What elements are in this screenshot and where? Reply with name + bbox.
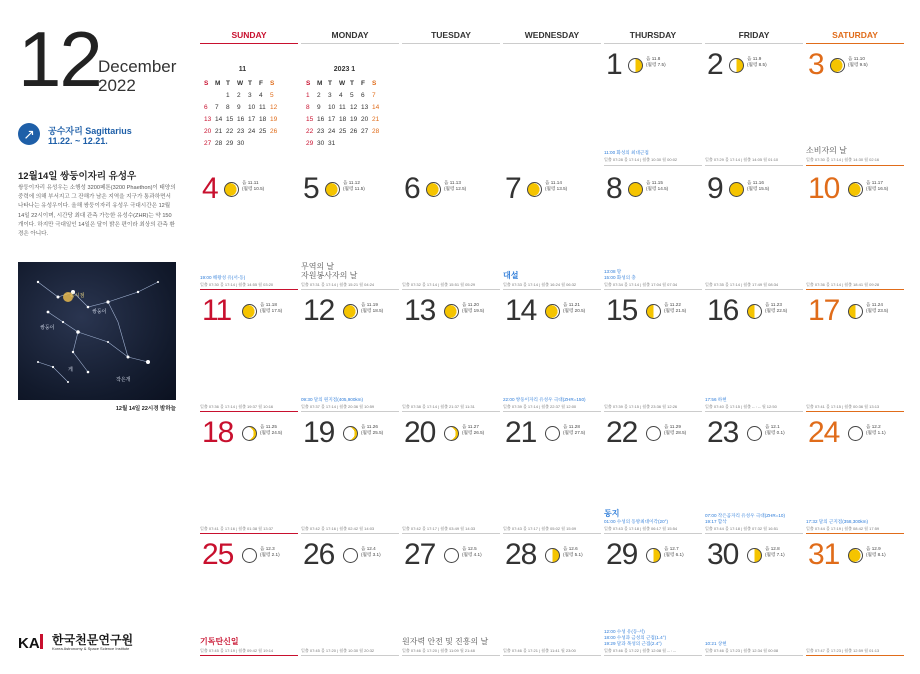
mini-day: 26: [270, 127, 278, 135]
moon-phase-icon: [343, 304, 358, 319]
mini-calendar-title: 11: [238, 66, 247, 73]
mini-day: 2: [237, 91, 241, 99]
cell-divider: [301, 533, 399, 534]
lunar-date: 음 12.3 (월령 2.1): [260, 546, 280, 557]
weekday-header-saturday: SATURDAY: [832, 30, 878, 40]
logo-name-en: Korea Astronomy & Space Science Institute: [52, 646, 130, 651]
mini-day: 5: [350, 91, 354, 99]
header-divider: [503, 43, 601, 44]
sky-label: 목시점: [70, 293, 85, 299]
moon-phase-icon: [848, 182, 863, 197]
sun-moon-times: 일출 07:30 몰 17:14 | 월출 14:55 월 03:20: [200, 282, 274, 287]
mini-day: 24: [248, 127, 256, 135]
astronomy-event: 12:00 수성 유(동-서): [604, 629, 645, 634]
mini-day: 19: [350, 115, 358, 123]
mini-day: 11: [259, 103, 266, 111]
mini-day: 25: [259, 127, 267, 135]
date-number: 6: [404, 172, 420, 205]
mini-day: 1: [306, 91, 310, 99]
cell-divider: [705, 655, 803, 656]
mini-dow: S: [306, 79, 311, 87]
cell-divider: [402, 289, 500, 290]
lunar-date: 음 11.10 (월령 9.5): [848, 56, 868, 67]
sun-moon-times: 일출 07:46 몰 17:23 | 월출 12:34 월 00:08: [705, 648, 779, 653]
mini-day: 15: [306, 115, 314, 123]
sun-moon-times: 일출 07:43 몰 17:17 | 월출 05:02 월 15:09: [503, 526, 577, 531]
mini-day: 22: [226, 127, 234, 135]
moon-phase-icon: [729, 58, 744, 73]
cell-divider: [301, 655, 399, 656]
header-divider: [301, 43, 399, 44]
mini-dow: M: [215, 79, 221, 87]
mini-day: 8: [306, 103, 310, 111]
astronomy-event: 19:29 달과 목성의 근접(2.4°): [604, 641, 662, 646]
date-number: 3: [808, 48, 824, 81]
date-number: 14: [505, 294, 537, 327]
zodiac-name: 공수자리 Sagittarius: [48, 126, 132, 136]
lunar-date: 음 11.15 (월령 14.5): [646, 180, 669, 191]
moon-phase-icon: [343, 426, 358, 441]
mini-day: 7: [215, 103, 219, 111]
date-number: 22: [606, 416, 638, 449]
cell-divider: [200, 289, 298, 290]
weekday-header-sunday: SUNDAY: [231, 30, 267, 40]
mini-dow: F: [259, 79, 263, 87]
lunar-date: 음 11.16 (월령 15.5): [747, 180, 770, 191]
sun-moon-times: 일출 07:41 몰 17:16 | 월출 01:38 월 13:37: [200, 526, 274, 531]
mini-day: [259, 137, 270, 149]
moon-phase-icon: [646, 426, 661, 441]
lunar-date: 음 11.29 (월령 28.5): [664, 424, 687, 435]
astronomy-event: 18:00 수성과 금성의 근접(1.4°): [604, 635, 667, 640]
mini-day: 21: [372, 115, 380, 123]
date-number: 27: [404, 538, 436, 571]
moon-phase-icon: [848, 304, 863, 319]
moon-phase-icon: [444, 548, 459, 563]
lunar-date: 음 11.25 (월령 24.5): [260, 424, 283, 435]
sun-moon-times: 일출 07:41 몰 17:15 | 월출 00:36 월 13:13: [806, 404, 880, 409]
lunar-date: 음 11.12 (월령 11.5): [343, 180, 365, 191]
cell-divider: [503, 411, 601, 412]
holiday-label: 기독탄신일: [200, 637, 239, 646]
sun-moon-times: 일출 07:40 몰 17:15 | 월출 -- : -- 월 12:50: [705, 404, 777, 409]
astronomy-event: 11:00 화성의 최대근접: [604, 150, 649, 155]
cell-divider: [604, 411, 702, 412]
lunar-date: 음 12.9 (월령 8.1): [866, 546, 886, 557]
mini-day: [372, 137, 383, 149]
mini-day: 3: [328, 91, 332, 99]
svg-text:KA: KA: [18, 635, 40, 652]
month-number: 12: [18, 15, 101, 103]
moon-phase-icon: [444, 426, 459, 441]
date-number: 10: [808, 172, 840, 205]
mini-day: 29: [226, 139, 234, 147]
header-divider: [604, 43, 702, 44]
mini-day: 9: [317, 103, 321, 111]
date-number: 2: [707, 48, 723, 81]
moon-phase-icon: [545, 548, 560, 563]
sun-moon-times: 일출 07:35 몰 17:14 | 월출 17:49 월 08:34: [705, 282, 779, 287]
cell-divider: [402, 533, 500, 534]
header-divider: [806, 43, 904, 44]
mini-calendar-november: [204, 66, 281, 149]
mini-day: 14: [372, 103, 380, 111]
mini-day: 14: [215, 115, 223, 123]
mini-day: [350, 137, 361, 149]
mini-day: 25: [339, 127, 347, 135]
mini-day: [248, 137, 259, 149]
cell-divider: [705, 165, 803, 166]
lunar-date: 음 11.13 (월령 12.5): [444, 180, 467, 191]
moon-phase-icon: [848, 548, 863, 563]
cell-divider: [402, 411, 500, 412]
date-number: 9: [707, 172, 723, 205]
mini-day: 27: [361, 127, 369, 135]
mini-day: [215, 89, 226, 101]
date-number: 15: [606, 294, 638, 327]
lunar-date: 음 11.18 (월령 17.5): [260, 302, 283, 313]
mini-day: 27: [204, 139, 212, 147]
moon-phase-icon: [444, 304, 459, 319]
sun-moon-times: 일출 07:45 몰 17:19 | 월출 09:42 월 19:14: [200, 648, 274, 653]
date-number: 16: [707, 294, 739, 327]
sun-moon-times: 일출 07:46 몰 17:21 | 월출 11:41 월 23:00: [503, 648, 576, 653]
astronomy-event: 17:32 달의 근지점(358,300km): [806, 519, 869, 524]
sun-moon-times: 일출 07:44 몰 17:18 | 월출 07:32 월 16:51: [705, 526, 779, 531]
cell-divider: [503, 289, 601, 290]
lunar-date: 음 11.28 (월령 27.5): [563, 424, 586, 435]
date-number: 28: [505, 538, 537, 571]
sun-moon-times: 일출 07:42 몰 17:16 | 월출 02:42 월 14:03: [301, 526, 375, 531]
logo-name-ko: 한국천문연구원: [52, 633, 134, 647]
sagittarius-icon: ↗: [18, 123, 40, 145]
sun-moon-times: 일출 07:32 몰 17:14 | 월출 15:51 월 05:29: [402, 282, 476, 287]
date-number: 7: [505, 172, 521, 205]
date-number: 26: [303, 538, 335, 571]
cell-divider: [806, 165, 904, 166]
month-name: December: [98, 57, 177, 76]
moon-phase-icon: [343, 548, 358, 563]
moon-phase-icon: [325, 182, 340, 197]
mini-day: 4: [259, 91, 263, 99]
mini-day: 13: [361, 103, 369, 111]
astronomy-event: 01:00 수성의 동방최대이각(20°): [604, 519, 668, 524]
sun-moon-times: 일출 07:30 몰 17:14 | 월출 14:30 월 02:16: [806, 157, 880, 162]
astronomy-event: 19:00 해왕성 유(서-동): [200, 275, 246, 280]
solar-term-label: 동지: [604, 509, 620, 518]
astronomy-event: 15:00 화성의 충: [604, 275, 636, 280]
mini-day: 15: [226, 115, 234, 123]
moon-phase-icon: [747, 426, 762, 441]
sun-moon-times: 일출 07:36 몰 17:14 | 월출 19:37 월 10:16: [200, 404, 274, 409]
sun-moon-times: 일출 07:33 몰 17:14 | 월출 16:24 월 06:32: [503, 282, 577, 287]
mini-day: 6: [361, 91, 365, 99]
mini-day: 26: [350, 127, 358, 135]
cell-divider: [503, 655, 601, 656]
date-number: 25: [202, 538, 234, 571]
date-number: 24: [808, 416, 840, 449]
night-sky-image: [18, 262, 176, 400]
article-body: 쌍둥이자리 유성우는 소행성 3200페톤(3200 Phaethon)이 태양의 중력에 의해 부서지고 그 잔해가 남은 지역을 지구가 통과하면서 나타나는 유성우이다. 올해 쌍둥이자리 유성우 극대시간은 12월 14일 22시이며, 시간당 최대 관측 가능한 유성수(ZHR)는 약 150개이다. 하지만 극대일인 14일은 달이 밝은 편이라 최상의 관측 환경은 아니다.: [18, 185, 176, 238]
header-divider: [705, 43, 803, 44]
date-number: 18: [202, 416, 234, 449]
sun-moon-times: 일출 07:47 몰 17:23 | 월출 12:59 월 01:13: [806, 648, 880, 653]
sun-moon-times: 일출 07:46 몰 17:22 | 월출 12:08 월 -- : --: [604, 648, 676, 653]
moon-phase-icon: [729, 182, 744, 197]
astronomy-event: 19:17 합삭: [705, 519, 727, 524]
holiday-label: 원자력 안전 및 진흥의 날: [402, 637, 489, 646]
mini-dow: T: [226, 79, 230, 87]
lunar-date: 음 11.19 (월령 18.5): [361, 302, 384, 313]
lunar-date: 음 12.1 (월령 0.1): [765, 424, 785, 435]
lunar-date: 음 11.9 (월령 8.5): [747, 56, 767, 67]
date-number: 19: [303, 416, 335, 449]
mini-day: 30: [237, 139, 245, 147]
header-divider: [402, 43, 500, 44]
moon-phase-icon: [224, 182, 239, 197]
sun-moon-times: 일출 07:34 몰 17:14 | 월출 17:04 월 07:34: [604, 282, 678, 287]
sun-moon-times: 일출 07:39 몰 17:14 | 월출 22:37 월 12:00: [503, 404, 577, 409]
mini-dow: T: [350, 79, 354, 87]
astronomy-event: 10:21 상현: [705, 641, 727, 646]
sun-moon-times: 일출 07:44 몰 17:19 | 월출 08:42 월 17:59: [806, 526, 880, 531]
date-number: 5: [303, 172, 319, 205]
lunar-date: 음 11.26 (월령 25.5): [361, 424, 384, 435]
mini-day: 24: [328, 127, 336, 135]
date-number: 1: [606, 48, 622, 81]
constellation-chart: [18, 262, 176, 400]
holiday-label: 소비자의 날: [806, 146, 847, 155]
mini-day: 29: [306, 139, 314, 147]
mini-day: 12: [350, 103, 358, 111]
moon-phase-icon: [628, 58, 643, 73]
mini-day: 23: [317, 127, 325, 135]
kasi-logo: [18, 631, 48, 658]
lunar-date: 음 11.11 (월령 10.5): [242, 180, 265, 191]
mini-day: 10: [328, 103, 336, 111]
mini-day: [339, 137, 350, 149]
sun-moon-times: 일출 07:39 몰 17:15 | 월출 23:36 월 12:26: [604, 404, 678, 409]
mini-day: 7: [372, 91, 376, 99]
sun-moon-times: 일출 07:42 몰 17:17 | 월출 03:49 월 14:33: [402, 526, 476, 531]
mini-calendar-title: 2023 1: [333, 66, 356, 73]
cell-divider: [806, 289, 904, 290]
lunar-date: 음 12.2 (월령 1.1): [866, 424, 886, 435]
moon-phase-icon: [545, 304, 560, 319]
date-number: 12: [303, 294, 335, 327]
mini-dow: S: [372, 79, 377, 87]
date-number: 29: [606, 538, 638, 571]
astronomy-event: 17:56 하현: [705, 397, 727, 402]
cell-divider: [301, 411, 399, 412]
header-divider: [200, 43, 298, 44]
date-number: 11: [202, 294, 232, 327]
cell-divider: [806, 533, 904, 534]
weekday-header-friday: FRIDAY: [738, 30, 770, 40]
date-number: 8: [606, 172, 622, 205]
date-number: 4: [202, 172, 218, 205]
lunar-date: 음 11.8 (월령 7.5): [646, 56, 666, 67]
sun-moon-times: 일출 07:28 몰 17:14 | 월출 10:30 월 00:02: [604, 157, 678, 162]
lunar-date: 음 11.17 (월령 16.5): [866, 180, 889, 191]
mini-day: [270, 137, 281, 149]
moon-phase-icon: [426, 182, 441, 197]
date-number: 21: [505, 416, 537, 449]
lunar-date: 음 11.24 (월령 23.5): [866, 302, 889, 313]
astronomy-event: 22:00 쌍둥이자리 유성우 극대(ZHR=150): [503, 397, 586, 402]
cell-divider: [402, 655, 500, 656]
weekday-header-wednesday: WEDNESDAY: [524, 30, 580, 40]
date-number: 13: [404, 294, 436, 327]
lunar-date: 음 12.8 (월령 7.1): [765, 546, 785, 557]
mini-day: 21: [215, 127, 223, 135]
moon-phase-icon: [646, 304, 661, 319]
lunar-date: 음 11.21 (월령 20.5): [563, 302, 586, 313]
mini-dow: F: [361, 79, 365, 87]
lunar-date: 음 12.4 (월령 3.1): [361, 546, 381, 557]
cell-divider: [705, 411, 803, 412]
moon-phase-icon: [747, 304, 762, 319]
mini-day: 9: [237, 103, 241, 111]
astronomy-event: 07:00 작은곰자리 유성우 극대(ZHR=10): [705, 513, 785, 518]
holiday-label: 무역의 날 자원봉사자의 날: [301, 262, 358, 280]
article-title: 12월14일 쌍둥이자리 유성우: [18, 171, 137, 182]
sun-moon-times: 일출 07:45 몰 17:20 | 월출 10:30 월 20:32: [301, 648, 375, 653]
mini-day: 11: [339, 103, 346, 111]
astronomy-event: 13:08 망: [604, 269, 622, 274]
mini-day: 3: [248, 91, 252, 99]
sky-caption: 12월 14일 22시경 밤하늘: [115, 406, 176, 412]
mini-day: [361, 137, 372, 149]
cell-divider: [806, 655, 904, 656]
cell-divider: [200, 655, 298, 656]
mini-day: 2: [317, 91, 321, 99]
date-number: 20: [404, 416, 436, 449]
mini-day: 22: [306, 127, 314, 135]
mini-day: 19: [270, 115, 278, 123]
lunar-date: 음 11.23 (월령 22.5): [765, 302, 788, 313]
mini-dow: T: [248, 79, 252, 87]
mini-dow: W: [339, 79, 346, 87]
cell-divider: [200, 411, 298, 412]
date-number: 17: [808, 294, 840, 327]
mini-dow: W: [237, 79, 244, 87]
moon-phase-icon: [646, 548, 661, 563]
mini-day: 12: [270, 103, 278, 111]
moon-phase-icon: [242, 548, 257, 563]
mini-day: 16: [237, 115, 245, 123]
mini-day: 10: [248, 103, 256, 111]
mini-day: 8: [226, 103, 230, 111]
mini-dow: S: [204, 79, 209, 87]
weekday-header-monday: MONDAY: [331, 30, 369, 40]
mini-day: 6: [204, 103, 208, 111]
cell-divider: [503, 533, 601, 534]
moon-phase-icon: [830, 58, 845, 73]
lunar-date: 음 11.27 (월령 26.5): [462, 424, 485, 435]
sky-label: 게: [68, 367, 73, 373]
cell-divider: [604, 289, 702, 290]
mini-day: 5: [270, 91, 274, 99]
moon-phase-icon: [242, 304, 257, 319]
moon-phase-icon: [242, 426, 257, 441]
mini-day: 23: [237, 127, 245, 135]
moon-phase-icon: [527, 182, 542, 197]
mini-dow: S: [270, 79, 275, 87]
cell-divider: [301, 289, 399, 290]
lunar-date: 음 11.22 (월령 21.5): [664, 302, 687, 313]
cell-divider: [604, 165, 702, 166]
cell-divider: [604, 655, 702, 656]
weekday-header-thursday: THURSDAY: [629, 30, 677, 40]
sun-moon-times: 일출 07:46 몰 17:20 | 월출 11:09 월 21:48: [402, 648, 475, 653]
date-number: 30: [707, 538, 739, 571]
cell-divider: [200, 533, 298, 534]
mini-day: 18: [339, 115, 347, 123]
moon-phase-icon: [848, 426, 863, 441]
weekday-header-tuesday: TUESDAY: [431, 30, 471, 40]
lunar-date: 음 11.20 (월령 19.5): [462, 302, 485, 313]
mini-day: 28: [215, 139, 223, 147]
date-number: 23: [707, 416, 739, 449]
year: 2022: [98, 76, 136, 95]
sun-moon-times: 일출 07:31 몰 17:14 | 월출 15:21 월 04:24: [301, 282, 375, 287]
mini-dow: M: [317, 79, 323, 87]
solar-term-label: 대설: [503, 271, 519, 280]
moon-phase-icon: [545, 426, 560, 441]
mini-day: 4: [339, 91, 343, 99]
cell-divider: [604, 533, 702, 534]
lunar-date: 음 12.7 (월령 6.1): [664, 546, 684, 557]
sun-moon-times: 일출 07:37 몰 17:14 | 월출 20:36 월 10:59: [301, 404, 375, 409]
kasi-logo-mark: [18, 631, 48, 653]
sun-moon-times: 일출 07:36 몰 17:14 | 월출 18:41 월 09:28: [806, 282, 880, 287]
cell-divider: [705, 533, 803, 534]
mini-calendar-january: [306, 66, 383, 149]
lunar-date: 음 11.14 (월령 13.5): [545, 180, 568, 191]
zodiac-range: 11.22. ~ 12.21.: [48, 136, 108, 146]
sun-moon-times: 일출 07:43 몰 17:18 | 월출 06:17 월 15:54: [604, 526, 678, 531]
sky-label: 쌍둥이: [40, 325, 55, 331]
cell-divider: [705, 289, 803, 290]
sky-label: 쌍둥이: [92, 309, 107, 315]
mini-day: 13: [204, 115, 212, 123]
mini-day: 30: [317, 139, 325, 147]
lunar-date: 음 12.5 (월령 4.1): [462, 546, 482, 557]
astronomy-event: 09:30 달의 원지점(405,900km): [301, 397, 364, 402]
mini-day: 1: [226, 91, 230, 99]
cell-divider: [806, 411, 904, 412]
lunar-date: 음 12.6 (월령 5.1): [563, 546, 583, 557]
moon-phase-icon: [747, 548, 762, 563]
mini-day: [204, 89, 215, 101]
date-number: 31: [808, 538, 840, 571]
mini-day: 17: [248, 115, 256, 123]
moon-phase-icon: [628, 182, 643, 197]
mini-day: 18: [259, 115, 267, 123]
mini-day: 20: [204, 127, 212, 135]
mini-day: 20: [361, 115, 369, 123]
mini-day: 28: [372, 127, 380, 135]
mini-day: 17: [328, 115, 336, 123]
mini-day: 31: [328, 139, 336, 147]
mini-day: 16: [317, 115, 325, 123]
sun-moon-times: 일출 07:29 몰 17:14 | 월출 14:05 월 01:10: [705, 157, 779, 162]
sun-moon-times: 일출 07:38 몰 17:14 | 월출 21:37 월 11:31: [402, 404, 475, 409]
sky-label: 작은개: [116, 377, 131, 383]
mini-dow: T: [328, 79, 332, 87]
